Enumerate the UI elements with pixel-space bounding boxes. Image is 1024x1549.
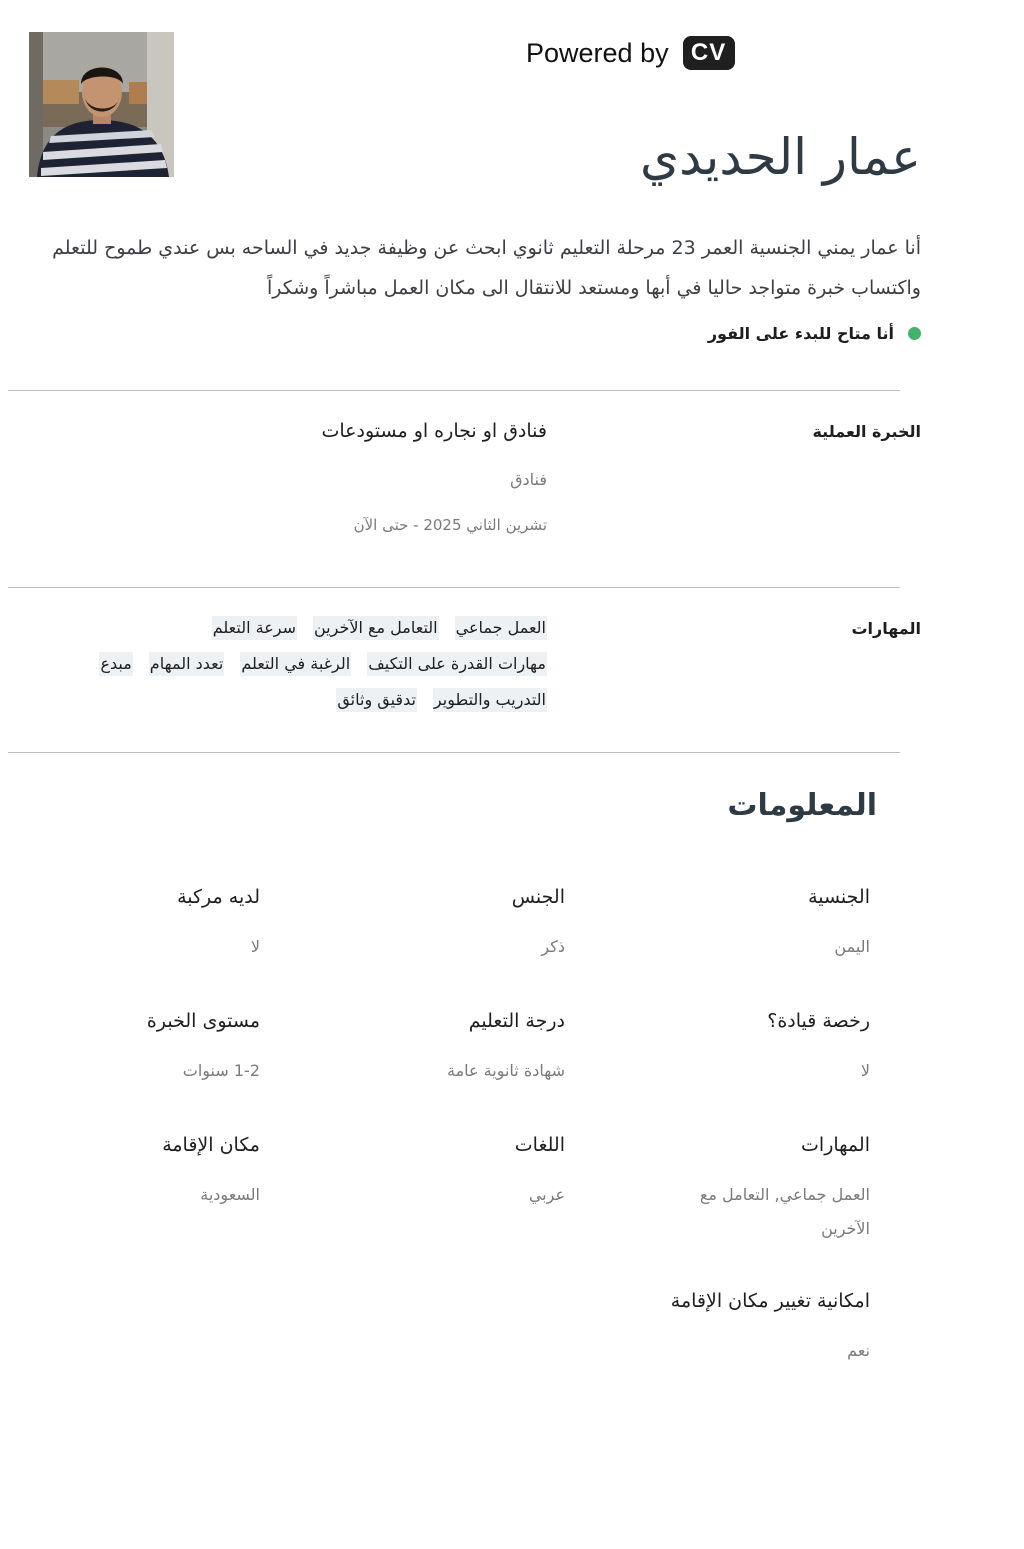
experience-company: فنادق (510, 470, 547, 489)
info-value: لا (860, 1061, 870, 1080)
info-field-residence (20, 1134, 260, 1212)
info-label: اللغات (514, 1134, 565, 1156)
info-field-languages (305, 1134, 565, 1212)
skill-tag: العمل جماعي (455, 616, 547, 640)
skills-section-label: المهارات (851, 619, 921, 638)
skills-tag-list (47, 616, 547, 712)
profile-photo (29, 32, 174, 177)
availability-status (708, 318, 921, 348)
info-value: لا (250, 937, 260, 956)
candidate-name: عمار الحديدي (640, 128, 921, 186)
availability-text: أنا متاح للبدء على الفور (707, 323, 894, 343)
powered-by-text: Powered by (526, 37, 669, 68)
experience-title: فنادق او نجاره او مستودعات (321, 420, 547, 442)
info-value: نعم (847, 1341, 870, 1360)
skill-tag: الرغبة في التعلم (240, 652, 351, 676)
powered-by (526, 36, 735, 70)
skill-tag: مبدع (99, 652, 132, 676)
info-label: امكانية تغيير مكان الإقامة (670, 1290, 870, 1312)
info-value: عربي (528, 1185, 565, 1204)
availability-dot-icon (908, 327, 921, 340)
info-field-gender (305, 886, 565, 964)
info-value: 1-2 سنوات (182, 1061, 260, 1080)
experience-section-label: الخبرة العملية (812, 422, 921, 441)
info-value: شهادة ثانوية عامة (447, 1061, 565, 1080)
info-field-relocation (570, 1290, 870, 1368)
candidate-bio: أنا عمار يمني الجنسية العمر 23 مرحلة التعليم ثانوي ابحث عن وظيفة جديد في الساحه بس عندي طموح للتعلم واكتساب خبرة متواجد حاليا في أبها ومستعد للانتقال الى مكان العمل مباشراً وشكراً (52, 237, 921, 299)
experience-period: تشرين الثاني 2025 - حتى الآن (353, 516, 547, 534)
info-field-driving-license (610, 1010, 870, 1088)
skill-tag: تعدد المهام (149, 652, 225, 676)
skill-tag: التعامل مع الآخرين (313, 616, 439, 640)
info-value: ذكر (541, 937, 565, 956)
info-label: مستوى الخبرة (146, 1010, 260, 1032)
cv-logo-badge: CV (683, 36, 735, 70)
profile-photo-image (29, 32, 174, 177)
info-label: الجنسية (808, 886, 870, 908)
info-field-nationality (610, 886, 870, 964)
skill-tag: تدقيق وثائق (336, 688, 417, 712)
info-field-experience-level (20, 1010, 260, 1088)
skill-tag: سرعة التعلم (212, 616, 297, 640)
info-field-education (305, 1010, 565, 1088)
info-label: مكان الإقامة (162, 1134, 260, 1156)
info-label: رخصة قيادة؟ (767, 1010, 870, 1032)
info-label: لديه مركبة (177, 886, 260, 908)
skill-tag: مهارات القدرة على التكيف (367, 652, 547, 676)
info-heading: المعلومات (727, 788, 877, 823)
divider (8, 390, 900, 391)
divider (8, 587, 900, 588)
info-label: الجنس (511, 886, 565, 908)
skill-tag: التدريب والتطوير (433, 688, 547, 712)
info-field-vehicle (20, 886, 260, 964)
info-field-skills (650, 1134, 870, 1246)
divider (8, 752, 900, 753)
info-value: اليمن (834, 937, 870, 956)
info-label: المهارات (801, 1134, 870, 1156)
info-value: العمل جماعي, التعامل مع الآخرين (699, 1185, 870, 1238)
info-label: درجة التعليم (468, 1010, 565, 1032)
info-value: السعودية (200, 1185, 260, 1204)
